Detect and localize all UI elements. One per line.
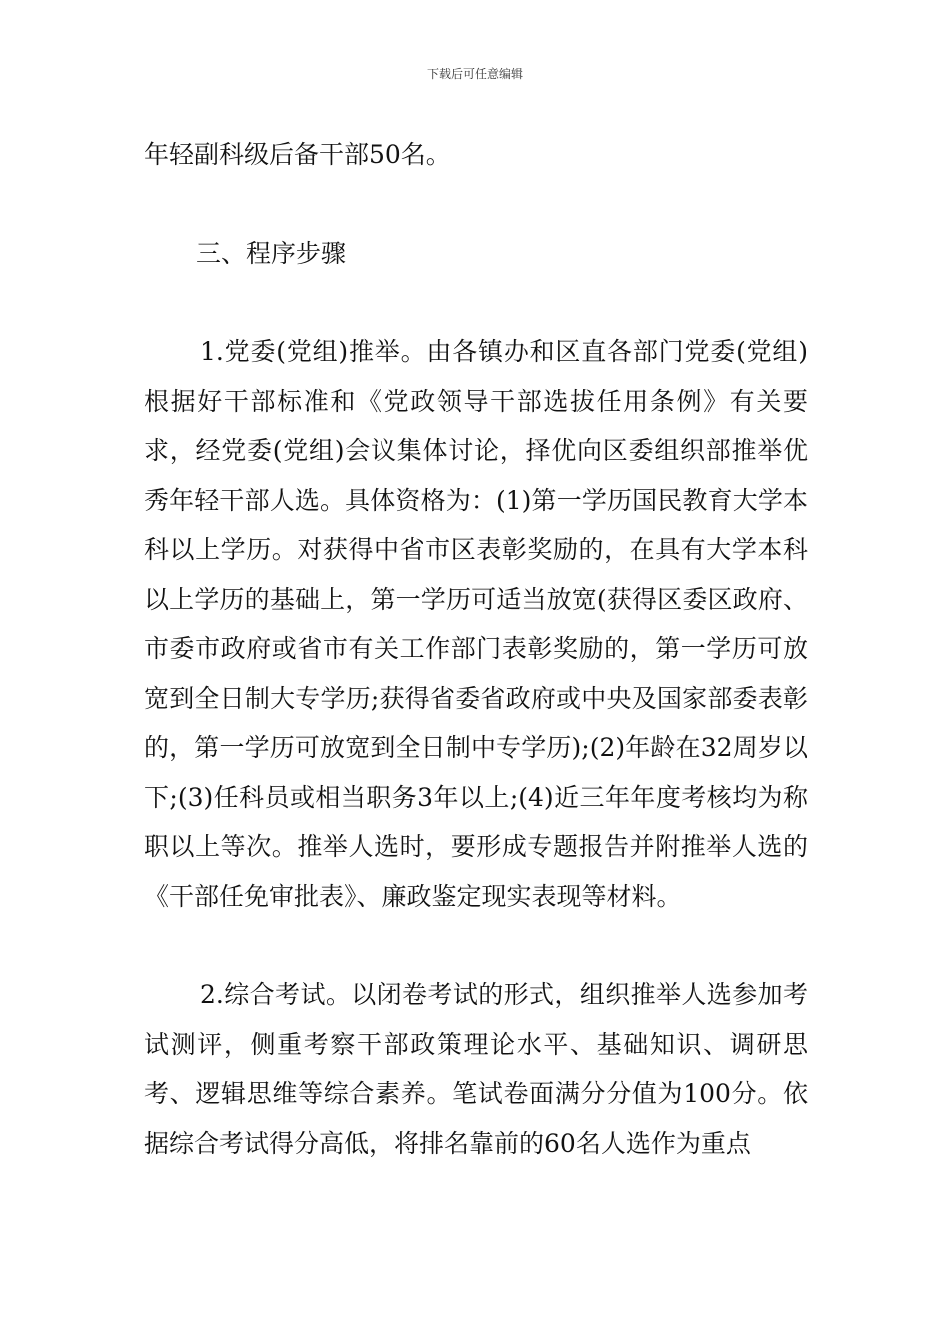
paragraph-comprehensive-exam: 2.综合考试。以闭卷考试的形式，组织推举人选参加考试测评，侧重考察干部政策理论水平、基础知识、调研思考、逻辑思维等综合素养。笔试卷面满分分值为100分。依据综合考试得分高低，将排名靠前的60名人选作为重点 bbox=[144, 980, 808, 1158]
page-header-note: 下载后可任意编辑 bbox=[426, 67, 523, 81]
section-heading-procedure: 三、程序步骤 bbox=[196, 238, 347, 268]
paragraph-party-recommendation: 1.党委(党组)推举。由各镇办和区直各部门党委(党组)根据好干部标准和《党政领导干部选拔任用条例》有关要求，经党委(党组)会议集体讨论，择优向区委组织部推举优秀年轻干部人选。具体资格为：(1)第一学历国民教育大学本科以上学历。对获得中省市区表彰奖励的，在具有大学本科以上学历的基础上，第一学历可适当放宽(获得区委区政府、市委市政府或省市有关工作部门表彰奖励的，第一学历可放宽到全日制大专学历;获得省委省政府或中央及国家部委表彰的，第一学历可放宽到全日制中专学历);(2)年龄在32周岁以下;(3)任科员或相当职务3年以上;(4)近三年年度考核均为称职以上等次。推举人选时，要形成专题报告并附推举人选的《干部任免审批表》、廉政鉴定现实表现等材料。 bbox=[144, 337, 808, 911]
paragraph-quota: 年轻副科级后备干部50名。 bbox=[144, 140, 451, 169]
document-body bbox=[144, 130, 808, 1168]
